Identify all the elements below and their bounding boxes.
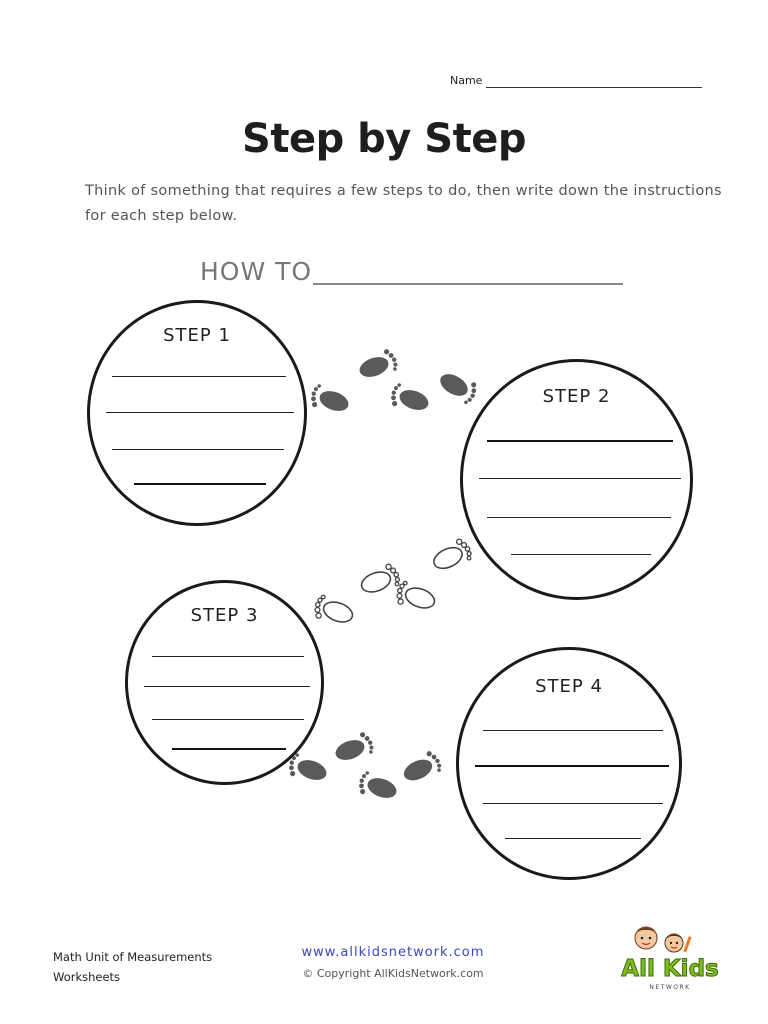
- footer-unit-line2: Worksheets: [53, 970, 121, 984]
- name-label: Name: [450, 74, 483, 87]
- logo-subtext: NETWORK: [649, 984, 691, 991]
- step-2-line[interactable]: [487, 440, 673, 442]
- how-to-label: HOW TO: [200, 257, 313, 286]
- how-to-field[interactable]: [313, 283, 623, 285]
- footprints-icon: [310, 540, 470, 635]
- step-1-line[interactable]: [106, 412, 294, 413]
- step-4-line[interactable]: [475, 765, 669, 767]
- step-3-label: STEP 3: [190, 605, 259, 626]
- footer-url-link[interactable]: www.allkidsnetwork.com: [301, 945, 485, 960]
- step-2-line[interactable]: [479, 478, 681, 479]
- step-4-line[interactable]: [483, 803, 663, 804]
- step-1-line[interactable]: [112, 376, 286, 377]
- step-4-line[interactable]: [505, 838, 641, 839]
- step-2-label: STEP 2: [542, 386, 611, 407]
- footer-copyright: © Copyright AllKidsNetwork.com: [302, 967, 484, 980]
- allkids-logo: [612, 918, 730, 994]
- step-3-line[interactable]: [172, 748, 286, 750]
- step-4-circle: [456, 647, 682, 880]
- step-1-circle: [87, 300, 307, 526]
- step-1-line[interactable]: [112, 449, 284, 450]
- name-field[interactable]: [486, 87, 702, 88]
- step-4-label: STEP 4: [535, 676, 603, 697]
- step-1-label: STEP 1: [163, 325, 231, 346]
- step-3-line[interactable]: [144, 686, 310, 687]
- step-2-line[interactable]: [487, 517, 671, 518]
- step-2-circle: [460, 359, 693, 600]
- step-1-line[interactable]: [134, 483, 266, 485]
- footprints-icon: [312, 345, 482, 425]
- footer-unit-line1: Math Unit of Measurements: [53, 950, 213, 964]
- footprints-icon: [294, 735, 454, 805]
- step-3-line[interactable]: [152, 719, 304, 720]
- step-2-line[interactable]: [511, 554, 651, 555]
- step-3-line[interactable]: [152, 656, 304, 657]
- logo-text: All Kids: [621, 956, 719, 982]
- page-title: Step by Step: [242, 116, 526, 162]
- instructions-text: Think of something that requires a few steps to do, then write down the instructions for each step below.: [85, 183, 722, 224]
- step-4-line[interactable]: [483, 730, 663, 731]
